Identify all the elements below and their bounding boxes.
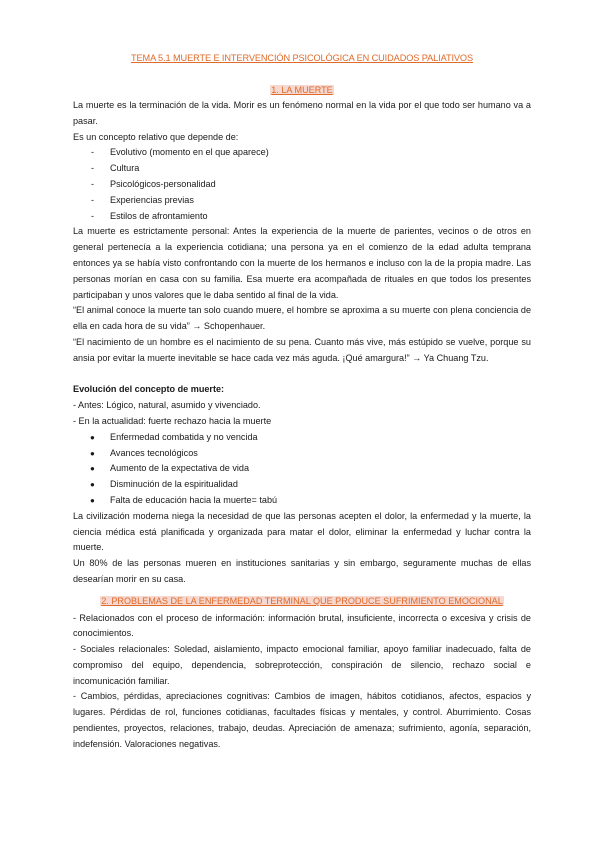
paragraph-statistics: Un 80% de las personas mueren en instituciones sanitarias y sin embargo, seguramente muchas de ellas desearían morir en su casa. bbox=[73, 558, 531, 584]
bullet-icon: ● bbox=[90, 495, 95, 505]
list-item: - Psicológicos-personalidad bbox=[91, 178, 216, 189]
section-1-heading-wrap bbox=[73, 83, 531, 99]
bullet-icon: ● bbox=[90, 448, 95, 458]
paragraph-relative-concept: Es un concepto relativo que depende de: bbox=[73, 131, 239, 142]
paragraph-changes: - Cambios, pérdidas, apreciaciones cognitivas: Cambios de imagen, hábitos cotidianos, afectos, espacios y lugares. Pérdidas de rol, funciones cotidianas, facultades físicas y mentales, y control. Aburrimiento. Cosas pendientes, proyectos, relaciones, trabajo, deudas. Apreciación de amenaza; sufrimiento, agonía, separación, indefensión. Valoraciones negativas. bbox=[73, 691, 531, 749]
paragraph-definition: La muerte es la terminación de la vida. Morir es un fenómeno normal en la vida por el que todo ser humano va a pasar. bbox=[73, 100, 531, 126]
list-item: - Estilos de afrontamiento bbox=[91, 210, 208, 221]
quote-schopenhauer: “El animal conoce la muerte tan solo cuando muere, el hombre se aproxima a su muerte con plena conciencia de ella en cada hora de su vida” → Schopenhauer. bbox=[73, 305, 531, 332]
bullet-icon: ● bbox=[90, 464, 95, 474]
paragraph-modern-civilization: La civilización moderna niega la necesidad de que las personas acepten el dolor, la enfermedad y la muerte, la ciencia médica está planificada y organizada para matar el dolor, eliminar la enfermedad y luchar contra la muerte. bbox=[73, 510, 531, 553]
document-body bbox=[73, 98, 531, 753]
paragraph-personal: La muerte es estrictamente personal: Antes la experiencia de la muerte de parientes, vecinos o de otros en general pertenecía a la experiencia cotidiana; una persona ya en el comienzo de la edad adulta temprana entonces ya se había visto confrontando con la muerte de los hermanos e incluso con la de la propia madre. Las personas morían en casa con su familia. Esa muerte era acompañada de rituales en que todos los presentes participaban y unos valores que le daba sentido al final de la vida. bbox=[73, 226, 531, 300]
dash-list bbox=[73, 145, 531, 224]
bullet-list bbox=[73, 430, 531, 509]
quote-chuang-tzu: “El nacimiento de un hombre es el nacimiento de su pena. Cuanto más vive, más estúpido se vuelve, porque su ansia por evitar la muerte inevitable se hace cada vez más aguda. ¡Qué amargura!” → Ya Chuang Tzu. bbox=[73, 336, 531, 363]
section-2-heading: 2. PROBLEMAS DE LA ENFERMEDAD TERMINAL QUE PRODUCE SUFRIMIENTO EMOCIONAL bbox=[101, 595, 503, 606]
list-item: ● Falta de educación hacia la muerte= tabú bbox=[73, 493, 531, 509]
paragraph-social: - Sociales relacionales: Soledad, aislamiento, impacto emocional familiar, apoyo familiar inadecuado, falta de compromiso del equipo, dependencia, sobreprotección, conspiración de silencio, rechazo social e incomunicación familiar. bbox=[73, 644, 531, 686]
section-2-heading-wrap bbox=[73, 594, 531, 610]
bullet-icon: ● bbox=[90, 432, 95, 442]
document-title: TEMA 5.1 MUERTE E INTERVENCIÓN PSICOLÓGICA EN CUIDADOS PALIATIVOS bbox=[130, 53, 474, 63]
list-item: ● Disminución de la espiritualidad bbox=[73, 477, 531, 493]
list-item: - Cultura bbox=[91, 163, 140, 174]
list-item: ● Aumento de la expectativa de vida bbox=[73, 461, 531, 477]
list-item: - Experiencias previas bbox=[91, 194, 194, 205]
evolution-heading: Evolución del concepto de muerte: bbox=[73, 384, 225, 395]
section-1-heading: 1. LA MUERTE bbox=[271, 85, 333, 95]
list-item: ● Avances tecnológicos bbox=[73, 446, 531, 462]
evolution-before: - Antes: Lógico, natural, asumido y vivenciado. bbox=[73, 400, 261, 411]
spacer bbox=[73, 367, 531, 383]
list-item: ● Enfermedad combatida y no vencida bbox=[73, 430, 531, 446]
list-item: - Evolutivo (momento en el que aparece) bbox=[91, 147, 269, 158]
evolution-now: - En la actualidad: fuerte rechazo hacia la muerte bbox=[73, 415, 272, 426]
bullet-icon: ● bbox=[90, 480, 95, 490]
paragraph-information: - Relacionados con el proceso de información: información brutal, insuficiente, incorrecta o excesiva y crisis de conocimientos. bbox=[73, 612, 531, 639]
